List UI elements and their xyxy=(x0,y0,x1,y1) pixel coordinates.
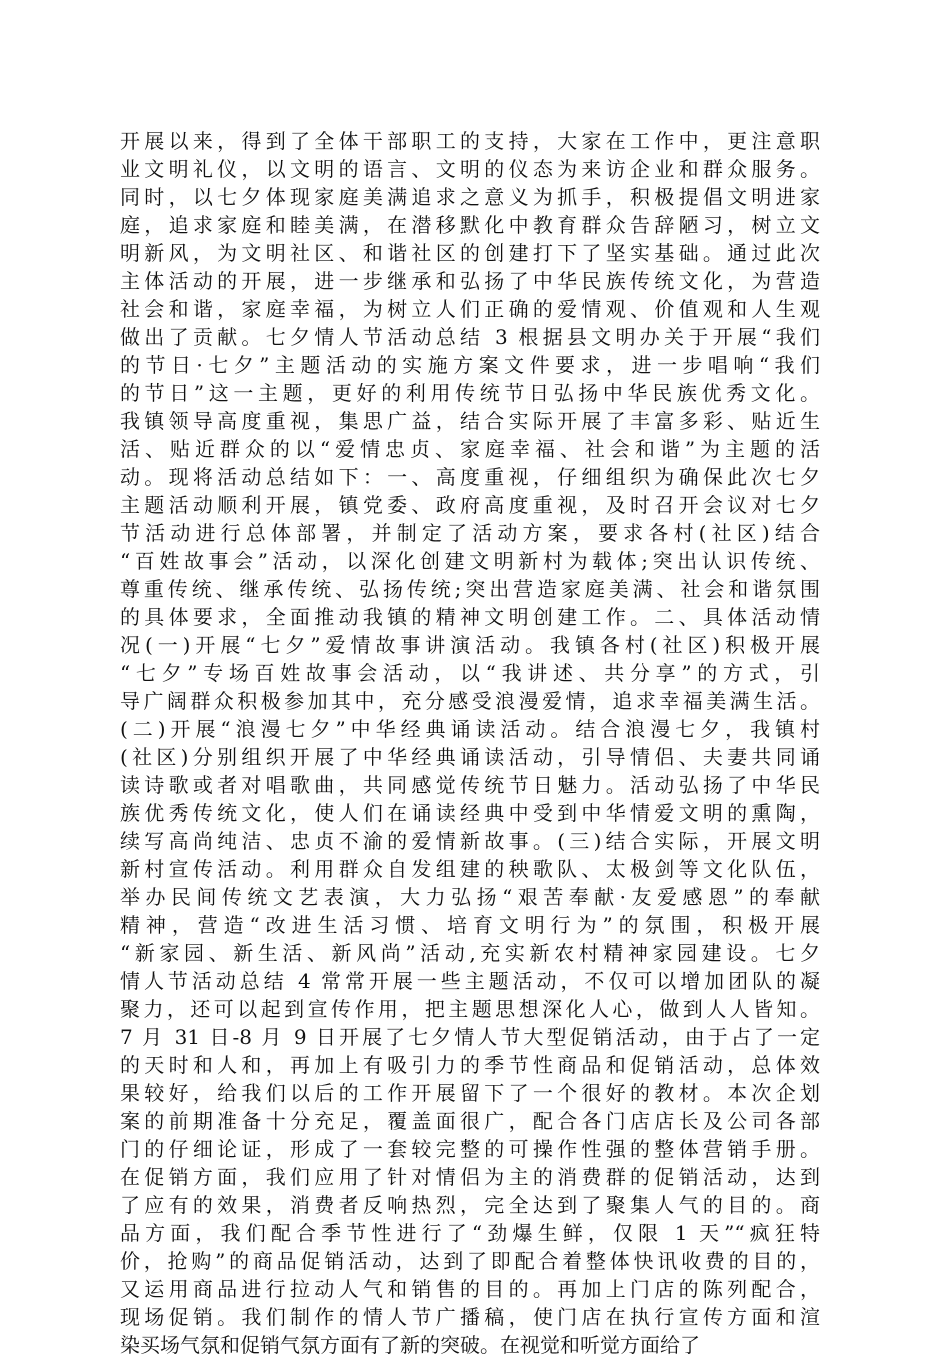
text-line: 精神，营造“改进生活习惯、培育文明行为”的氛围，积极开展 xyxy=(120,913,820,937)
text-line: 庭，追求家庭和睦美满，在潜移默化中教育群众告辞陋习，树立文 xyxy=(120,213,820,237)
text-line: 举办民间传统文艺表演，大力弘扬“艰苦奉献·友爱感恩”的奉献 xyxy=(120,885,820,909)
text-line: 在促销方面，我们应用了针对情侣为主的消费群的促销活动，达到 xyxy=(120,1165,820,1189)
document-body xyxy=(120,127,820,1359)
text-line: (社区)分别组织开展了中华经典诵读活动，引导情侣、夫妻共同诵 xyxy=(120,745,820,769)
text-line: 现场促销。我们制作的情人节广播稿，使门店在执行宣传方面和渲 xyxy=(120,1305,820,1329)
text-line: 族优秀传统文化，使人们在诵读经典中受到中华情爱文明的熏陶， xyxy=(120,801,820,825)
text-line: 新村宣传活动。利用群众自发组建的秧歌队、太极剑等文化队伍， xyxy=(120,857,820,881)
text-line: 尊重传统、继承传统、弘扬传统;突出营造家庭美满、社会和谐氛围 xyxy=(120,577,820,601)
text-line: 续写高尚纯洁、忠贞不渝的爱情新故事。(三)结合实际，开展文明 xyxy=(120,829,820,853)
text-line: 同时，以七夕体现家庭美满追求之意义为抓手，积极提倡文明进家 xyxy=(120,185,820,209)
text-line: 案的前期准备十分充足，覆盖面很广，配合各门店店长及公司各部 xyxy=(120,1109,820,1133)
text-line: 活、贴近群众的以“爱情忠贞、家庭幸福、社会和谐”为主题的活 xyxy=(120,437,820,461)
text-line: 我镇领导高度重视，集思广益，结合实际开展了丰富多彩、贴近生 xyxy=(120,409,820,433)
text-line: 7 月 31 日-8 月 9 日开展了七夕情人节大型促销活动，由于占了一定 xyxy=(120,1025,820,1049)
text-line: 明新风，为文明社区、和谐社区的创建打下了坚实基础。通过此次 xyxy=(120,241,820,265)
text-line: 的节日·七夕”主题活动的实施方案文件要求，进一步唱响“我们 xyxy=(120,353,820,377)
text-line: 做出了贡献。七夕情人节活动总结 3 根据县文明办关于开展“我们 xyxy=(120,325,820,349)
text-line: 业文明礼仪，以文明的语言、文明的仪态为来访企业和群众服务。 xyxy=(120,157,820,181)
text-line: 开展以来，得到了全体干部职工的支持，大家在工作中，更注意职 xyxy=(120,129,820,153)
text-line: “七夕”专场百姓故事会活动，以“我讲述、共分享”的方式，引 xyxy=(120,661,820,685)
text-line: 门的仔细论证，形成了一套较完整的可操作性强的整体营销手册。 xyxy=(120,1137,820,1161)
text-line: 主题活动顺利开展，镇党委、政府高度重视，及时召开会议对七夕 xyxy=(120,493,820,517)
text-line: 果较好，给我们以后的工作开展留下了一个很好的教材。本次企划 xyxy=(120,1081,820,1105)
text-line: 情人节活动总结 4 常常开展一些主题活动，不仅可以增加团队的凝 xyxy=(120,969,820,993)
text-line: 主体活动的开展，进一步继承和弘扬了中华民族传统文化，为营造 xyxy=(120,269,820,293)
text-line: 节活动进行总体部署，并制定了活动方案，要求各村(社区)结合 xyxy=(120,521,820,545)
text-line: 读诗歌或者对唱歌曲，共同感觉传统节日魅力。活动弘扬了中华民 xyxy=(120,773,820,797)
text-line: 的具体要求，全面推动我镇的精神文明创建工作。二、具体活动情 xyxy=(120,605,820,629)
text-line: 况(一)开展“七夕”爱情故事讲演活动。我镇各村(社区)积极开展 xyxy=(120,633,820,657)
text-line: 的节日”这一主题，更好的利用传统节日弘扬中华民族优秀文化。 xyxy=(120,381,820,405)
text-line: (二)开展“浪漫七夕”中华经典诵读活动。结合浪漫七夕，我镇村 xyxy=(120,717,820,741)
text-line: 动。现将活动总结如下：一、高度重视，仔细组织为确保此次七夕 xyxy=(120,465,820,489)
text-line: 社会和谐，家庭幸福，为树立人们正确的爱情观、价值观和人生观 xyxy=(120,297,820,321)
text-line: 品方面，我们配合季节性进行了“劲爆生鲜，仅限 1 天”“疯狂特 xyxy=(120,1221,820,1245)
text-line: 染买场气氛和促销气氛方面有了新的突破。在视觉和听觉方面给了 xyxy=(120,1333,700,1357)
text-line: 价，抢购”的商品促销活动，达到了即配合着整体快讯收费的目的， xyxy=(120,1249,820,1273)
text-line: 了应有的效果，消费者反响热烈，完全达到了聚集人气的目的。商 xyxy=(120,1193,820,1217)
text-line: 聚力，还可以起到宣传作用，把主题思想深化人心，做到人人皆知。 xyxy=(120,997,820,1021)
text-line: 又运用商品进行拉动人气和销售的目的。再加上门店的陈列配合， xyxy=(120,1277,820,1301)
text-line: “百姓故事会”活动，以深化创建文明新村为载体;突出认识传统、 xyxy=(120,549,820,573)
text-line: 的天时和人和，再加上有吸引力的季节性商品和促销活动，总体效 xyxy=(120,1053,820,1077)
text-line: “新家园、新生活、新风尚”活动,充实新农村精神家园建设。七夕 xyxy=(120,941,820,965)
text-line: 导广阔群众积极参加其中，充分感受浪漫爱情，追求幸福美满生活。 xyxy=(120,689,820,713)
